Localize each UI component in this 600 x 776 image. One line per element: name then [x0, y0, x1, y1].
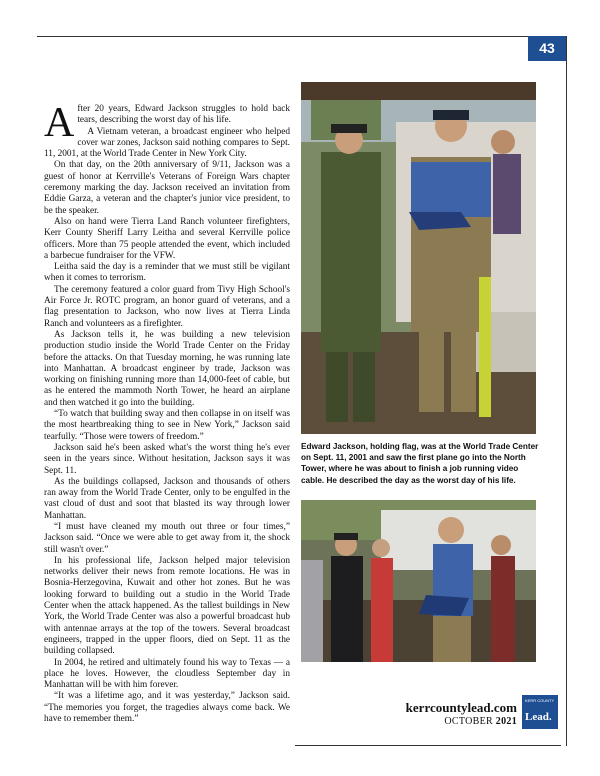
article-paragraph: Leitha said the day is a reminder that we must still be vigilant when it comes to terrorism.	[44, 262, 290, 284]
ceremony-photo	[301, 500, 536, 662]
article-paragraph: fter 20 years, Edward Jackson struggles to hold back tears, describing the worst day of his life.	[77, 104, 290, 126]
article-body	[44, 100, 290, 725]
logo-big-text: Lead.	[525, 711, 552, 723]
article-paragraph: “It was a lifetime ago, and it was yesterday,” Jackson said. “The memories you forget, the tragedies always come back. We have to remember them.”	[44, 691, 290, 725]
issue-year: 2021	[495, 716, 517, 727]
article-paragraph: On that day, on the 20th anniversary of 9/11, Jackson was a guest of honor at Kerrville's Veterans of Foreign Wars chapter ceremony marking the day. Jackson received an invitation from Eddie Garza, a veteran and the chapter's junior vice president, to be the speaker.	[44, 160, 290, 216]
website-footer: kerrcountylead.com	[405, 700, 517, 715]
kerr-county-lead-logo	[522, 695, 558, 729]
article-paragraph: Jackson said he's been asked what's the worst thing he's ever seen in the years since. Without hesitation, Jackson says it was Sept. 11.	[44, 442, 290, 476]
issue-month: OCTOBER	[444, 716, 493, 727]
flag-presentation-photo	[301, 82, 536, 434]
article-paragraph: In 2004, he retired and ultimately found his way to Texas — a place he loves. However, the cloudless September day in Manhattan will be with him forever.	[44, 657, 290, 691]
page-number: 43	[528, 36, 566, 61]
issue-date	[382, 716, 517, 727]
footer-rule	[295, 745, 561, 746]
article-paragraph: Also on hand were Tierra Land Ranch volunteer firefighters, Kerr County Sheriff Larry Leitha and several Kerrville police officers. More than 75 people attended the event, which included a barbecue fundraiser for the VFW.	[44, 216, 290, 261]
article-paragraph: As Jackson tells it, he was building a new television production studio inside the World Trade Center on the Friday before the attacks. On that Tuesday morning, he was running late into Manhattan. A broadcast engineer by trade, Jackson was working on finishing running more than 14,000-feet of cable, but as he entered the mammoth North Tower, he heard an airplane and then watched it go into the building.	[44, 329, 290, 408]
article-paragraph: “I must have cleaned my mouth out three or four times,” Jackson said. “Once we were able to get away from it, the shock still wasn't over.”	[44, 521, 290, 555]
right-rule	[566, 36, 567, 746]
article-paragraph: In his professional life, Jackson helped major television networks deliver their news from remote locations. He was in Bosnia-Herzegovina, Kuwait and other hot zones. But he was looking forward to building out a studio in the World Trade Center when the attack happened. As the tallest buildings in New York, the World Trade Center was also a powerful broadcast hub with antennae arrays at the top of the towers. Several broadcast engineers, trapped in the upper floors, died on Sept. 11 as the building collapsed.	[44, 555, 290, 657]
logo-small-text: KERR COUNTY	[525, 698, 555, 703]
drop-cap: A	[44, 100, 75, 146]
article-paragraph: A Vietnam veteran, a broadcast engineer who helped cover war zones, Jackson said nothing compares to Sept. 11, 2001, at the World Trade Center in New York City.	[44, 126, 290, 160]
top-rule	[37, 36, 567, 37]
article-paragraph: The ceremony featured a color guard from Tivy High School's Air Force Jr. ROTC program, an honor guard of veterans, and a flag presentation to Jackson, who now lives at Tierra Linda Ranch and volunteers as a firefighter.	[44, 284, 290, 329]
photo-caption: Edward Jackson, holding flag, was at the World Trade Center on Sept. 11, 2001 and saw the first plane go into the North Tower, where he was about to finish a job running video cable. He described the day as the worst day of his life.	[301, 442, 539, 485]
article-paragraph: As the buildings collapsed, Jackson and thousands of others ran away from the World Trade Center, only to be engulfed in the vast cloud of dust and soot that blasted its way through lower Manhattan.	[44, 476, 290, 521]
article-paragraph: “To watch that building sway and then collapse in on itself was the most heartbreaking thing to see in New York,” Jackson said tearfully. “Those were towers of freedom.”	[44, 409, 290, 442]
